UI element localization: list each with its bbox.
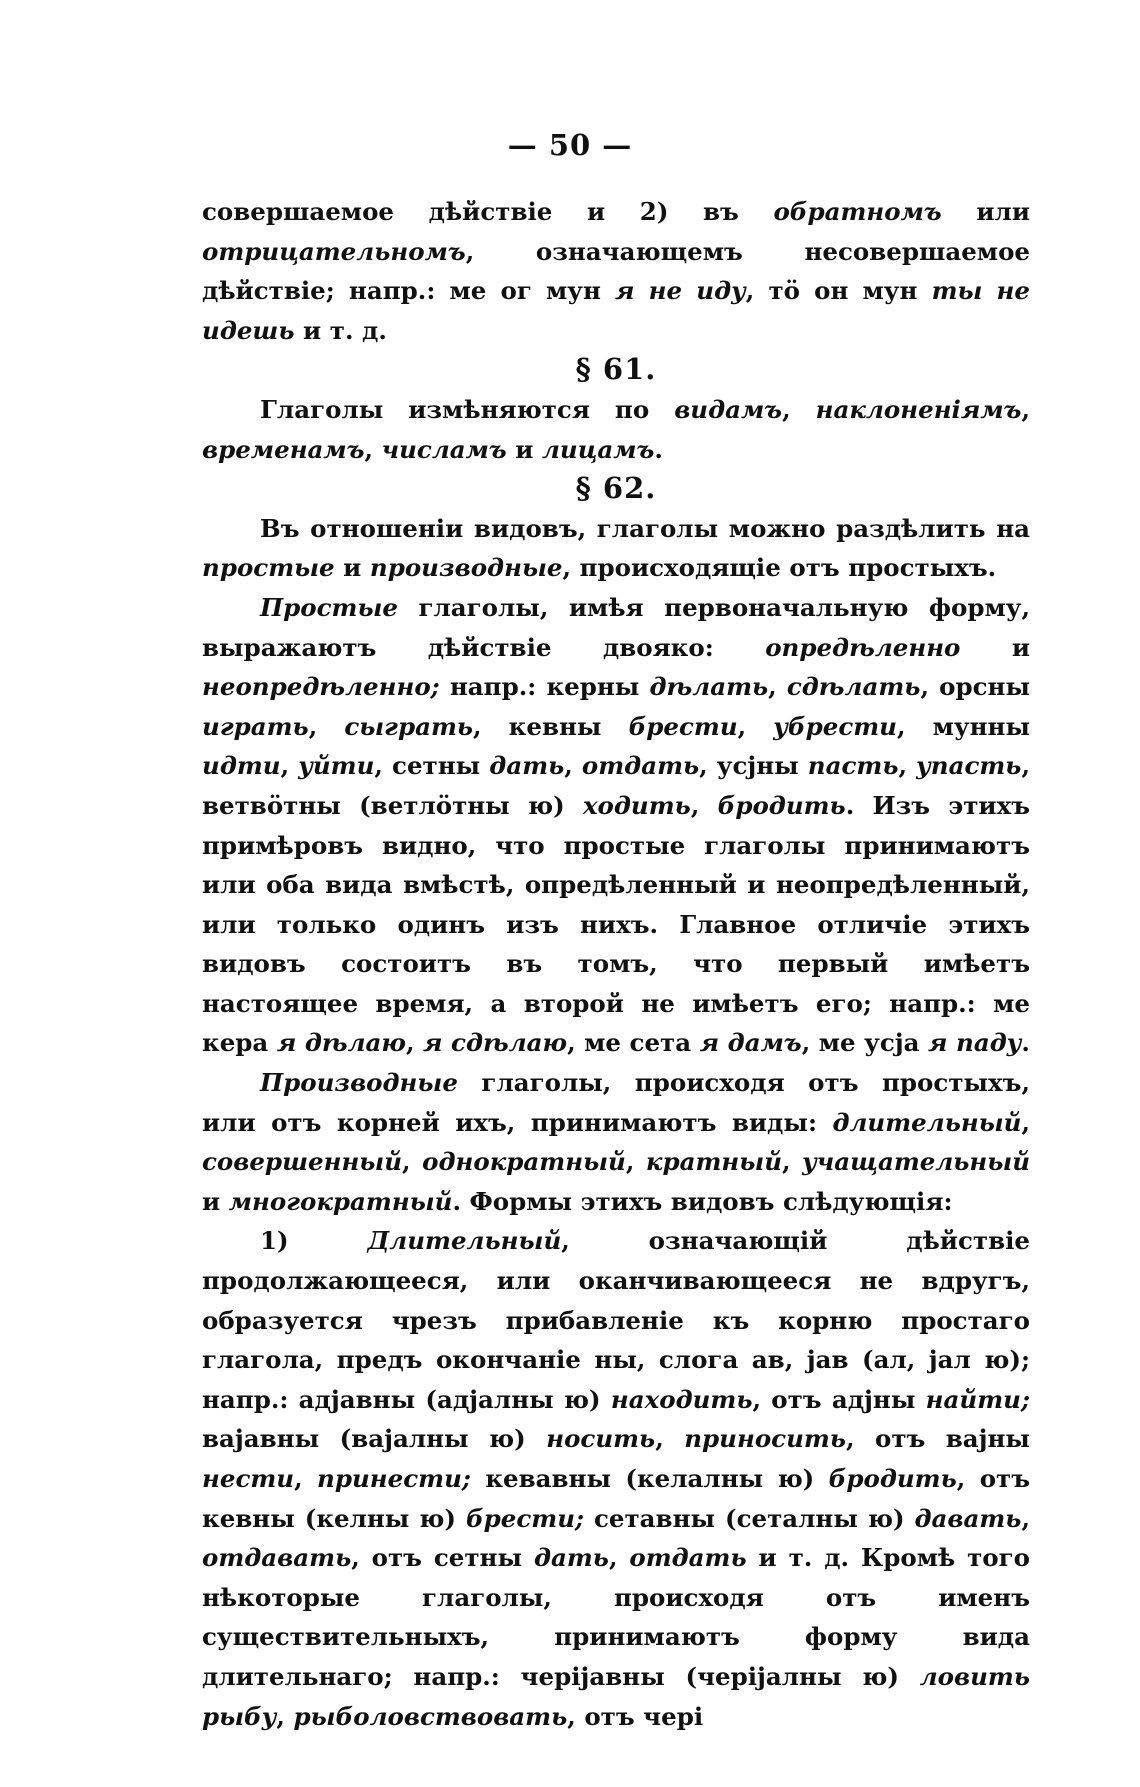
text-run: глаголы, происходя отъ простыхъ, или отъ корней ихъ, принимаютъ виды: xyxy=(202,1068,1030,1137)
text-run: , усјны xyxy=(699,751,808,781)
text-run: , xyxy=(280,751,299,781)
paragraph-62-intro xyxy=(202,509,1030,588)
italic-term: отдать xyxy=(581,751,700,781)
text-run: и xyxy=(960,632,1030,662)
italic-term: числамъ xyxy=(381,434,507,464)
italic-term: однократный xyxy=(422,1147,626,1177)
italic-term: многократный xyxy=(228,1186,453,1216)
italic-term: учащательный xyxy=(802,1147,1031,1177)
italic-term: дѣлать xyxy=(649,672,769,702)
text-run: , ветвӧтны (ветлӧтны ю) xyxy=(202,751,1030,820)
italic-term: лицамъ xyxy=(541,434,655,464)
text-run: , xyxy=(782,394,816,424)
italic-term: я сдѣлаю xyxy=(423,1028,568,1058)
italic-term: убрести xyxy=(773,711,897,741)
italic-term: Простые xyxy=(260,592,398,622)
italic-term: неопредѣленно; xyxy=(202,672,440,702)
text-run: , xyxy=(276,1701,294,1731)
paragraph-62-durative xyxy=(202,1221,1030,1736)
italic-term: отдать xyxy=(629,1543,747,1573)
text-run: , происходящіе отъ простыхъ. xyxy=(562,553,997,583)
italic-term: опредѣленно xyxy=(765,632,961,662)
text-run: 1) xyxy=(260,1226,368,1256)
italic-term: ловить рыбу xyxy=(202,1661,1030,1731)
italic-term: длительный xyxy=(832,1107,1022,1137)
text-run: , xyxy=(1021,394,1030,424)
section-heading-62: § 62. xyxy=(575,471,657,506)
italic-term: отрицательномъ xyxy=(202,236,466,266)
text-run: и xyxy=(506,434,542,464)
text-run: , сетны xyxy=(374,751,490,781)
italic-term: кратный xyxy=(645,1147,783,1177)
italic-term: я дѣлаю xyxy=(276,1028,406,1058)
paragraph-62-derived-verbs xyxy=(202,1063,1030,1221)
italic-term: дать xyxy=(489,751,565,781)
text-run: . xyxy=(1021,1028,1030,1058)
italic-term: совершенный xyxy=(202,1147,403,1177)
text-run: и т. д. Кромѣ того нѣкоторые глаголы, происходя отъ именъ существительныхъ, принимаютъ форму вида длительнаго; напр.: черіјавны (черіјалны ю) xyxy=(202,1543,1030,1691)
italic-term: производные xyxy=(369,553,563,583)
italic-term: временамъ xyxy=(202,434,365,464)
text-run: , xyxy=(898,751,917,781)
italic-term: бродить xyxy=(717,790,846,820)
text-run: , отъ кевны (келны ю) xyxy=(202,1464,1031,1533)
italic-term: рыболовствовать xyxy=(293,1701,568,1731)
text-run: , xyxy=(294,1464,318,1493)
text-run: , xyxy=(690,790,718,820)
italic-term: давать xyxy=(914,1503,1022,1533)
italic-term: видамъ xyxy=(674,394,783,424)
text-run: , означающій дѣйствіе продолжающееся, или оканчивающееся не вдругъ, образуется чрезъ прибавленіе къ корню простаго глагола, предъ окончаніе ны, слога ав, јав (ал, јал ю); напр.: адјавны (адјалны ю) xyxy=(202,1226,1030,1414)
text-run: , отъ адјны xyxy=(752,1384,926,1414)
italic-term: принести; xyxy=(317,1464,471,1493)
text-run: , xyxy=(308,711,345,741)
text-run: или xyxy=(941,197,1030,226)
text-run: , xyxy=(405,1028,424,1058)
italic-term: ходить xyxy=(582,790,691,820)
paragraph-62-simple-verbs xyxy=(202,588,1030,1063)
text-run: , тӧ он мун xyxy=(745,276,932,306)
paragraph-continuation xyxy=(202,192,1030,350)
italic-term: приносить xyxy=(684,1424,846,1454)
text-run: . Изъ этихъ примѣровъ видно, что простые глаголы принимаютъ или оба вида вмѣстѣ, опредѣленный и неопредѣленный, или только одинъ изъ нихъ. Главное отличіе этихъ видовъ состоитъ въ томъ, что первый имѣетъ настоящее время, а второй не имѣетъ его; напр.: ме кера xyxy=(202,790,1030,1058)
italic-term: я не иду xyxy=(615,276,746,306)
italic-term: нести xyxy=(202,1464,295,1493)
text-run: , xyxy=(768,672,787,702)
text-run: Глаголы измѣняются по xyxy=(260,394,675,424)
text-run: , мунны xyxy=(897,711,1031,741)
text-run: , xyxy=(364,434,382,464)
italic-term: брести xyxy=(628,711,738,741)
italic-term: отдавать xyxy=(202,1543,352,1573)
text-run: , ме сета xyxy=(567,1028,700,1058)
page-number: — 50 — xyxy=(507,128,633,162)
italic-term: Длительный xyxy=(367,1226,562,1256)
italic-term: дать xyxy=(533,1543,609,1573)
text-run: и xyxy=(202,1186,229,1216)
text-run: ваjавны (ваjалны ю) xyxy=(202,1424,547,1454)
italic-term: ты не идешь xyxy=(202,276,1031,345)
text-run: , означающемъ несовершаемое дѣйствіе; напр.: ме ог мун xyxy=(202,236,1030,306)
text-run: , xyxy=(608,1543,630,1573)
italic-term: сыграть xyxy=(344,711,474,741)
italic-term: пасть xyxy=(807,751,899,781)
italic-term: уйти xyxy=(298,751,375,781)
text-run: , xyxy=(782,1147,803,1177)
text-run: , кевны xyxy=(473,711,629,741)
italic-term: простые xyxy=(202,553,335,583)
italic-term: я дамъ xyxy=(699,1028,802,1058)
italic-term: упасть xyxy=(916,751,1022,781)
text-run: и т. д. xyxy=(294,315,387,345)
italic-term: обратномъ xyxy=(773,197,942,226)
section-heading-61: § 61. xyxy=(575,352,657,387)
italic-term: наклоненіямъ xyxy=(815,394,1022,424)
text-run: , xyxy=(402,1147,423,1177)
text-run: кевавны (келалны ю) xyxy=(470,1464,829,1493)
text-run: , xyxy=(655,1424,685,1454)
text-run: и xyxy=(334,553,370,583)
text-run: глаголы, имѣя первоначальную форму, выражаютъ дѣйствіе двояко: xyxy=(202,592,1030,662)
text-run: , отъ чері xyxy=(567,1701,704,1731)
italic-term: бродить xyxy=(828,1464,957,1493)
text-run: , xyxy=(1021,1107,1030,1137)
text-run: сетавны (сеталны ю) xyxy=(584,1503,915,1533)
paragraph-61 xyxy=(202,390,1030,469)
text-run: . xyxy=(654,434,663,464)
text-run: , отъ сетны xyxy=(351,1543,534,1573)
italic-term: играть xyxy=(202,711,309,741)
text-run: . Формы этихъ видовъ слѣдующія: xyxy=(452,1186,953,1216)
italic-term: брести; xyxy=(465,1503,585,1533)
italic-term: найти; xyxy=(925,1384,1030,1414)
italic-term: носить xyxy=(546,1424,656,1454)
text-run: , отъ ваjны xyxy=(846,1424,1030,1454)
text-run: совершаемое дѣйствіе и 2) въ xyxy=(202,197,774,226)
text-run: , ме усја xyxy=(801,1028,929,1058)
text-run: напр.: керны xyxy=(439,672,650,702)
page-body xyxy=(202,192,1030,1736)
text-run: , орсны xyxy=(920,672,1031,702)
text-run: Въ отношеніи видовъ, глаголы можно раздѣлить на xyxy=(260,513,1030,543)
italic-term: я паду xyxy=(928,1028,1022,1058)
text-run: , xyxy=(625,1147,646,1177)
text-run: , xyxy=(564,751,582,781)
italic-term: сдѣлать xyxy=(786,672,921,702)
italic-term: идти xyxy=(202,751,281,781)
italic-term: Производные xyxy=(260,1068,458,1098)
text-run: , xyxy=(1021,1503,1030,1533)
text-run: , xyxy=(737,711,774,741)
italic-term: находить xyxy=(610,1384,753,1414)
